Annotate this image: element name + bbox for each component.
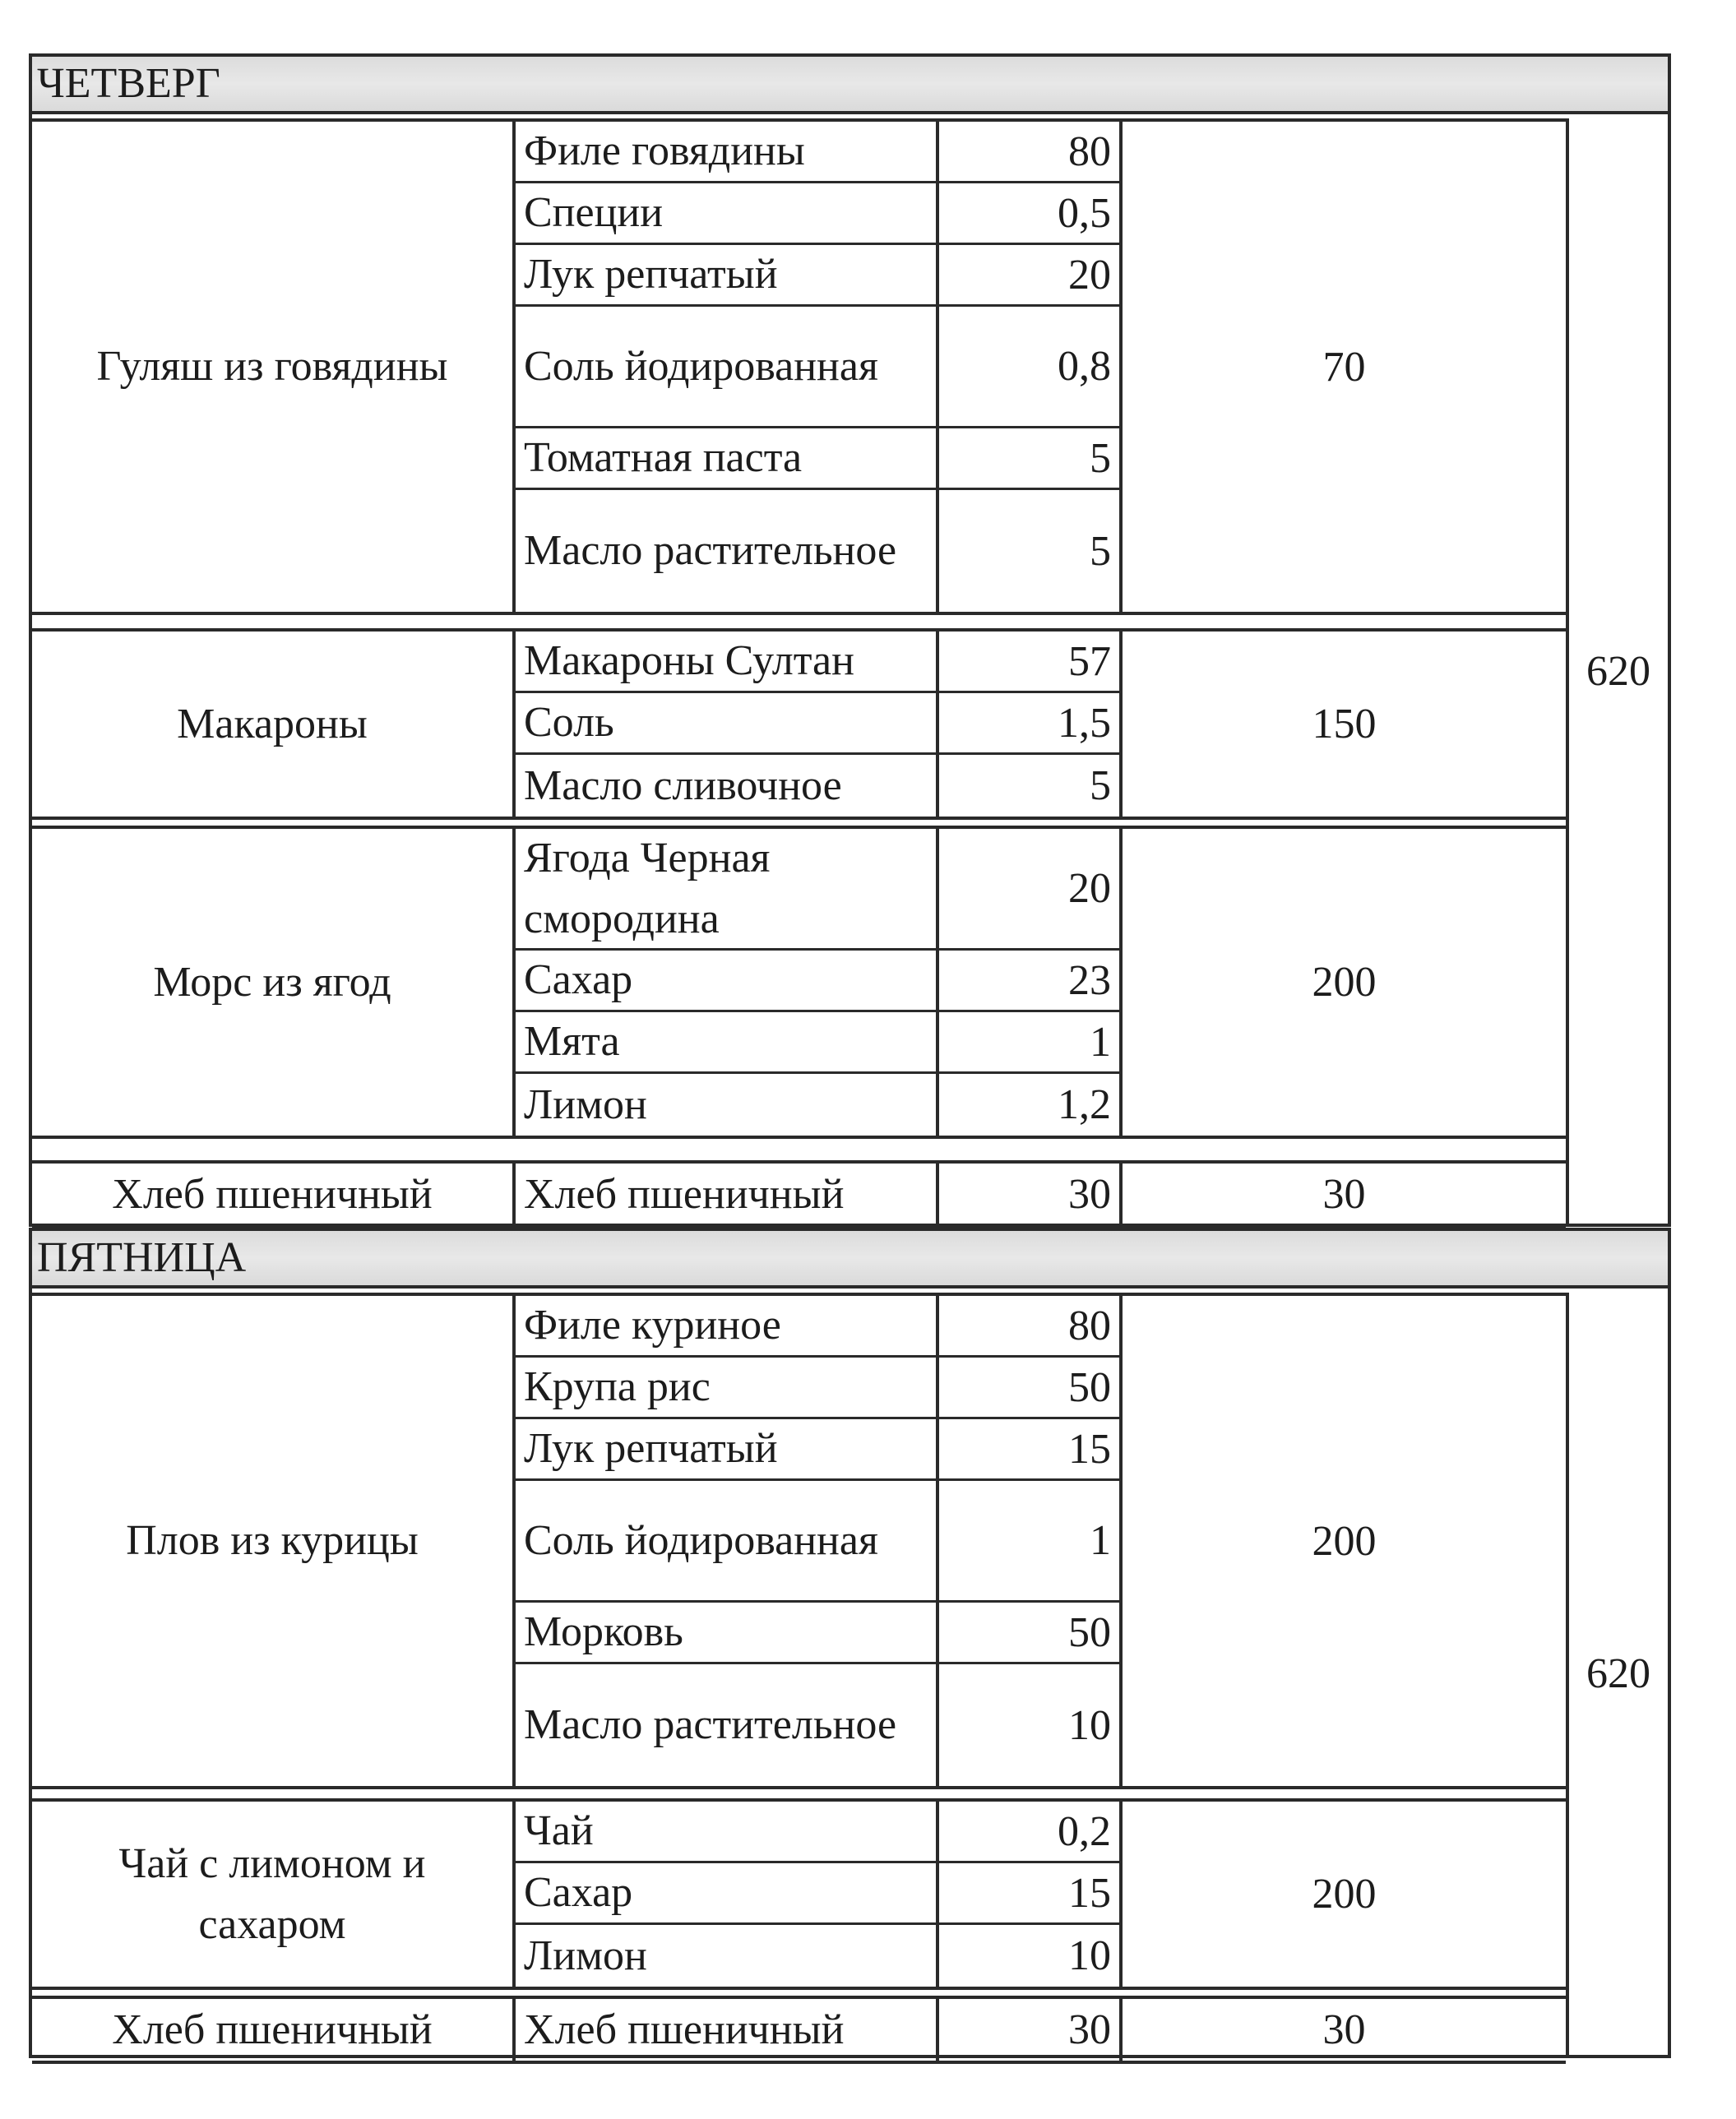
dish-name: Гуляш из говядины — [32, 122, 516, 612]
dish-yield: 200 — [1312, 959, 1377, 1006]
ingredient-row — [516, 1012, 1123, 1074]
ingredient-row — [516, 829, 1123, 951]
dish-group — [32, 628, 1566, 820]
ingredient-name: Макароны Султан — [516, 632, 939, 691]
ingredient-name: Чай — [516, 1802, 939, 1861]
dish-group — [32, 1798, 1566, 1990]
ingredient-quantity: 1 — [939, 1481, 1123, 1600]
ingredient-name: Морковь — [516, 1603, 939, 1662]
ingredient-quantity: 0,5 — [939, 183, 1123, 243]
ingredient-row — [516, 1074, 1123, 1136]
ingredient-quantity: 50 — [939, 1603, 1123, 1662]
ingredient-row — [516, 1802, 1123, 1863]
ingredient-quantity: 1,5 — [939, 693, 1123, 752]
ingredient-list — [516, 1802, 1123, 1987]
ingredient-quantity: 10 — [939, 1925, 1123, 1987]
ingredient-quantity: 0,8 — [939, 307, 1123, 426]
ingredient-name: Лук репчатый — [516, 245, 939, 304]
ingredient-list — [516, 122, 1123, 612]
ingredient-quantity: 80 — [939, 122, 1123, 181]
ingredient-row — [516, 1164, 1123, 1225]
dish-yield: 30 — [1322, 1171, 1366, 1218]
ingredient-quantity: 5 — [939, 755, 1123, 817]
ingredient-quantity: 15 — [939, 1419, 1123, 1478]
dish-group — [32, 1160, 1566, 1228]
ingredient-quantity: 23 — [939, 951, 1123, 1010]
dish-group — [32, 118, 1566, 615]
ingredient-quantity: 15 — [939, 1863, 1123, 1922]
ingredient-name: Филе говядины — [516, 122, 939, 181]
ingredient-row — [516, 1603, 1123, 1664]
dish-yield: 70 — [1322, 343, 1366, 391]
ingredient-name: Специи — [516, 183, 939, 243]
ingredient-row — [516, 428, 1123, 490]
ingredient-row — [516, 1664, 1123, 1786]
dish-name: Макароны — [32, 632, 516, 817]
dish-yield: 150 — [1312, 701, 1377, 747]
dish-name: Хлеб пшеничный — [32, 1999, 516, 2061]
day-total: 620 — [1566, 1293, 1668, 2055]
ingredient-row — [516, 490, 1123, 612]
day-block — [29, 1228, 1671, 2058]
day-title: ЧЕТВЕРГ — [32, 57, 1668, 114]
ingredient-name: Лимон — [516, 1925, 939, 1987]
ingredient-quantity: 5 — [939, 428, 1123, 488]
ingredient-name: Лук репчатый — [516, 1419, 939, 1478]
dish-group — [32, 1996, 1566, 2064]
ingredient-name: Сахар — [516, 951, 939, 1010]
ingredient-name: Соль йодированная — [516, 1481, 939, 1600]
ingredient-row — [516, 183, 1123, 245]
ingredient-name: Крупа рис — [516, 1358, 939, 1417]
dish-yield: 200 — [1312, 1517, 1377, 1565]
ingredient-row — [516, 632, 1123, 693]
ingredient-row — [516, 951, 1123, 1012]
ingredient-row — [516, 1925, 1123, 1987]
ingredient-quantity: 5 — [939, 490, 1123, 612]
ingredient-quantity: 1,2 — [939, 1074, 1123, 1136]
ingredient-name: Лимон — [516, 1074, 939, 1136]
ingredient-quantity: 57 — [939, 632, 1123, 691]
ingredient-name: Соль — [516, 693, 939, 752]
ingredient-quantity: 1 — [939, 1012, 1123, 1071]
ingredient-name: Мята — [516, 1012, 939, 1071]
ingredient-name: Сахар — [516, 1863, 939, 1922]
ingredient-name: Масло растительное — [516, 490, 939, 612]
dish-name: Плов из курицы — [32, 1296, 516, 1786]
ingredient-row — [516, 1999, 1123, 2061]
ingredient-row — [516, 307, 1123, 428]
day-total: 620 — [1566, 118, 1668, 1224]
ingredient-quantity: 30 — [939, 1164, 1123, 1225]
ingredient-name: Хлеб пшеничный — [516, 1999, 939, 2061]
ingredient-quantity: 50 — [939, 1358, 1123, 1417]
ingredient-row — [516, 755, 1123, 817]
ingredient-row — [516, 122, 1123, 183]
ingredient-name: Ягода Черная смородина — [516, 829, 939, 948]
ingredient-row — [516, 1419, 1123, 1481]
dish-group — [32, 1293, 1566, 1789]
ingredient-row — [516, 1358, 1123, 1419]
ingredient-name: Томатная паста — [516, 428, 939, 488]
ingredient-list — [516, 1296, 1123, 1786]
ingredient-list — [516, 1164, 1123, 1225]
ingredient-name: Масло растительное — [516, 1664, 939, 1786]
ingredient-name: Масло сливочное — [516, 755, 939, 817]
ingredient-quantity: 20 — [939, 245, 1123, 304]
ingredient-name: Соль йодированная — [516, 307, 939, 426]
dish-group — [32, 826, 1566, 1139]
dish-yield: 200 — [1312, 1871, 1377, 1918]
ingredient-name: Филе куриное — [516, 1296, 939, 1355]
ingredient-list — [516, 1999, 1123, 2061]
ingredient-row — [516, 1863, 1123, 1925]
ingredient-row — [516, 1296, 1123, 1358]
dish-name: Чай с лимоном и сахаром — [32, 1802, 516, 1987]
dish-yield: 30 — [1322, 2006, 1366, 2053]
ingredient-row — [516, 693, 1123, 755]
ingredient-name: Хлеб пшеничный — [516, 1164, 939, 1225]
ingredient-row — [516, 1481, 1123, 1603]
ingredient-quantity: 10 — [939, 1664, 1123, 1786]
ingredient-quantity: 0,2 — [939, 1802, 1123, 1861]
dish-name: Хлеб пшеничный — [32, 1164, 516, 1225]
ingredient-list — [516, 632, 1123, 817]
day-title: ПЯТНИЦА — [32, 1231, 1668, 1289]
ingredient-list — [516, 829, 1123, 1136]
ingredient-row — [516, 245, 1123, 307]
ingredient-quantity: 80 — [939, 1296, 1123, 1355]
day-block — [29, 53, 1671, 1227]
dish-name: Морс из ягод — [32, 829, 516, 1136]
ingredient-quantity: 30 — [939, 1999, 1123, 2061]
ingredient-quantity: 20 — [939, 829, 1123, 948]
